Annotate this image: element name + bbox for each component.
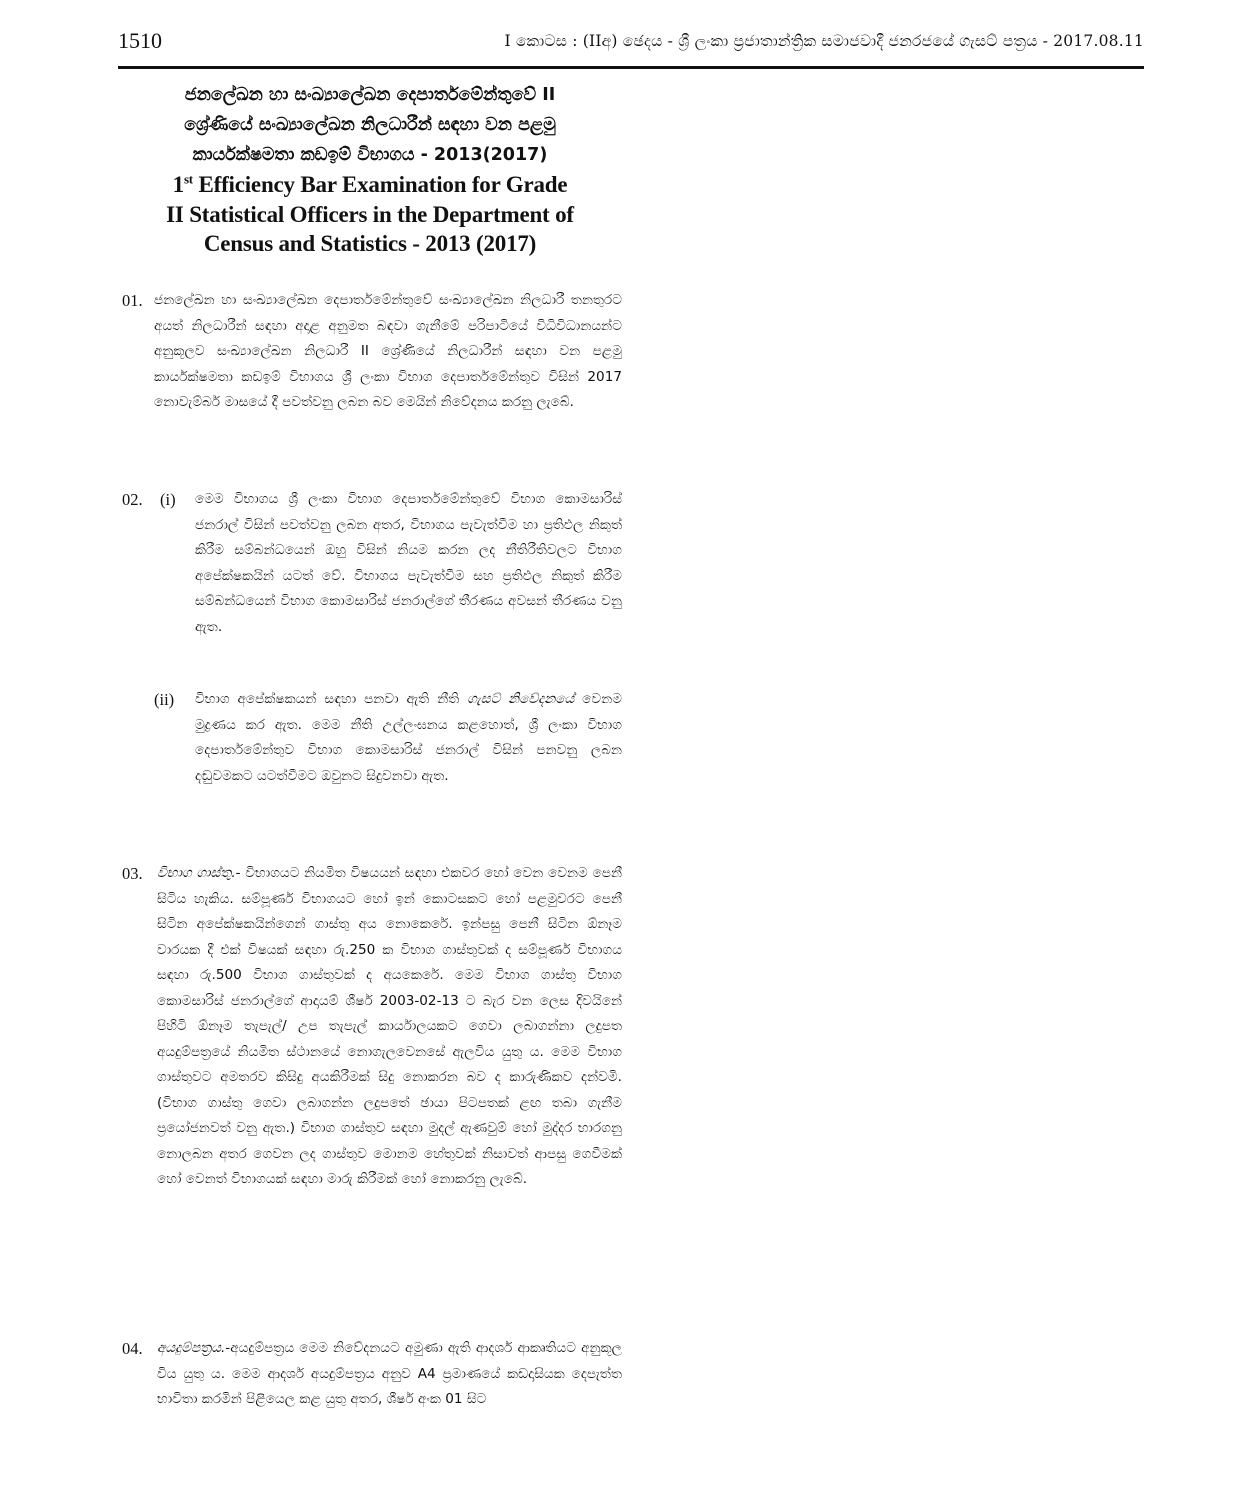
title-sinhala-line-2: ශ්‍රේණියේ සංඛ්‍යාලේඛන නිලධාරීන් සඳහා වන පළමු (184, 115, 556, 135)
section-text: ජනලේඛන හා සංඛ්‍යාලේඛන දෙපාර්තමේන්තුවේ සංඛ්‍යාලේඛන නිලධාරී තනතුරට අයත් නිලධාරීන් සඳහා අදාළ අනුමත බඳවා ගැනීමේ පරිපාටියේ විධිවිධානයන්ට අනුකූලව සංඛ්‍යාලේඛන නිලධාරී II ශ්‍රේණියේ නිලධාරීන් සඳහා වන පළමු කාර්යක්ෂමතා කඩඉම් විභාගය ශ්‍රී ලංකා විභාග දෙපාර්තමේන්තුව විසින් 2017 නොවැම්බර් මාසයේ දී පවත්වනු ලබන බව මෙයින් නිවේදනය කරනු ලැබේ. (154, 292, 622, 410)
subsection-label-ii: (ii) (154, 690, 175, 709)
running-head: I කොටස : (IIඅ) ඡෙදය - ශ්‍රී ලංකා ප්‍රජාතාන්ත්‍රික සමාජවාදී ජනරජයේ ගැසට් පත්‍රය - 2017.08.11 (504, 32, 1144, 50)
subsection-text-i: මෙම විභාගය ශ්‍රී ලංකා විභාග දෙපාර්තමේන්තුවේ විභාග කොමසාරිස් ජනරාල් විසින් පවත්වනු ලබන අතර, විභාගය පැවැත්වීම හා ප්‍රතිඵල නිකුත් කිරීම සම්බන්ධයෙන් ඔහු විසින් නියම කරන ලද නීතිරීතිවලට විභාග අපේක්ෂකයින් යටත් වේ. විභාගය පැවැත්වීම සහ ප්‍රතිඵල නිකුත් කිරීම සම්බන්ධයෙන් විභාග කොමසාරිස් ජනරාල්ගේ තීරණය අවසන් තීරණය වනු ඇත. (195, 491, 622, 635)
subsection-text-ii (195, 687, 622, 789)
title-sinhala-line-3: කාර්යක්ෂමතා කඩඉම් විභාගය - 2013(2017) (192, 145, 548, 165)
section-number: 03. (122, 864, 143, 883)
section-text-body: - විභාගයට නියමිත විෂයයන් සඳහා එකවර හෝ වෙන වෙනම පෙනී සිටිය හැකිය. සම්පූර්ණ විභාගයට හෝ ඉන් කොටසකට හෝ පළමුවරට පෙනී සිටින අපේක්ෂකයින්ගෙන් ගාස්තු අය නොකෙරේ. ඉන්පසු පෙනී සිටින ඕනෑම වාරයක දී එක් විෂයක් සඳහා රු.250 ක විභාග ගාස්තුවක් ද සම්පූර්ණ විභාගය සඳහා රු.500 විභාග ගාස්තුවක් ද අයකෙරේ. මෙම විභාග ගාස්තු විභාග කොමසාරිස් ජනරාල්ගේ ආදායම් ශීර්ෂ 2003-02-13 ට බැර වන ලෙස දිවයිනේ පිහිටි ඕනෑම තැපැල්/ උප තැපැල් කාර්යාලයකට ගෙවා ලබාගන්නා ලදුපත අයදුම්පත්‍රයේ නියමිත ස්ථානයේ නොගැලවෙනසේ ඇලවිය යුතු ය. මෙම විභාග ගාස්තුවට අමතරව කිසිදු අයකිරීමක් සිදු නොකරන බව ද කාරුණිකව දන්වමි. (විභාග ගාස්තු ගෙවා ලබාගන්න ලදුපතේ ඡායා පිටපතක් ළඟ තබා ගැනීම ප්‍රයෝජනවත් වනු ඇත.) විභාග ගාස්තුව සඳහා මුදල් ඇණවුම් හෝ මුද්දර භාරගනු නොලබන අතර ගෙවන ලද ගාස්තුව මොනම හේතුවක් නිසාවත් ආපසු ගෙවීමක් හෝ වෙනත් විභාගයක් සඳහා මාරු කිරීමක් හෝ නොකරනු ලැබේ. (157, 865, 622, 1187)
page-header (118, 28, 1144, 66)
page-number: 1510 (118, 28, 162, 53)
subsection-label-i: (i) (160, 490, 176, 509)
notice-title (118, 80, 622, 259)
title-english-line-1-rest: Efficiency Bar Examination for Grade (192, 172, 568, 197)
gazette-notice-italic: ගැසට් නිවේදනයේ (467, 691, 575, 707)
title-english-ordinal-suffix: st (183, 171, 193, 187)
subsection-text-ii-start: විභාග අපේක්ෂකයන් සඳහා පනවා ඇති නීති (195, 691, 468, 707)
section-heading-italic: අයදුම්පත්‍රය. (157, 1340, 226, 1356)
title-english-line-3: Census and Statistics - 2013 (2017) (203, 231, 537, 256)
section-text-body: -අයදුම්පත්‍රය මෙම නිවේදනයට අමුණා ඇති ආදර්ශ ආකෘතියට අනුකූල විය යුතු ය. මෙම ආදර්ශ අයදුම්පත්‍රය අනුව A4 ප්‍රමාණයේ කඩදාසියක දෙපැත්ත භාවිතා කරමින් පිළියෙල කළ යුතු අතර, ශීර්ෂ අංක 01 සිට (157, 1340, 622, 1407)
title-english-line-2: II Statistical Officers in the Department of (166, 201, 574, 227)
section-number: 02. (122, 490, 143, 509)
title-sinhala-line-1: ජනලේඛන හා සංඛ්‍යාලේඛන දෙපාර්තමේන්තුවේ II (184, 85, 556, 105)
section-text (157, 861, 622, 1193)
section-text (157, 1336, 622, 1413)
subsection-text-ii-end: වෙනම මුද්‍රණය කර ඇත. මෙම නීති උල්ලංඝනය කළහොත්, ශ්‍රී ලංකා විභාග දෙපාර්තමේන්තුව විභාග කොමසාරිස් ජනරාල් විසින් පනවනු ලබන දඬුවමකට යටත්වීමට ඔවුනට සිදුවනවා ඇත. (195, 691, 623, 784)
title-english-line-1 (118, 170, 622, 200)
section-number: 04. (122, 1339, 143, 1358)
section-number: 01. (122, 291, 143, 310)
section-heading-italic: විභාග ගාස්තු. (157, 865, 236, 881)
title-english-ordinal: 1 (172, 172, 184, 197)
header-rule (118, 66, 1144, 69)
